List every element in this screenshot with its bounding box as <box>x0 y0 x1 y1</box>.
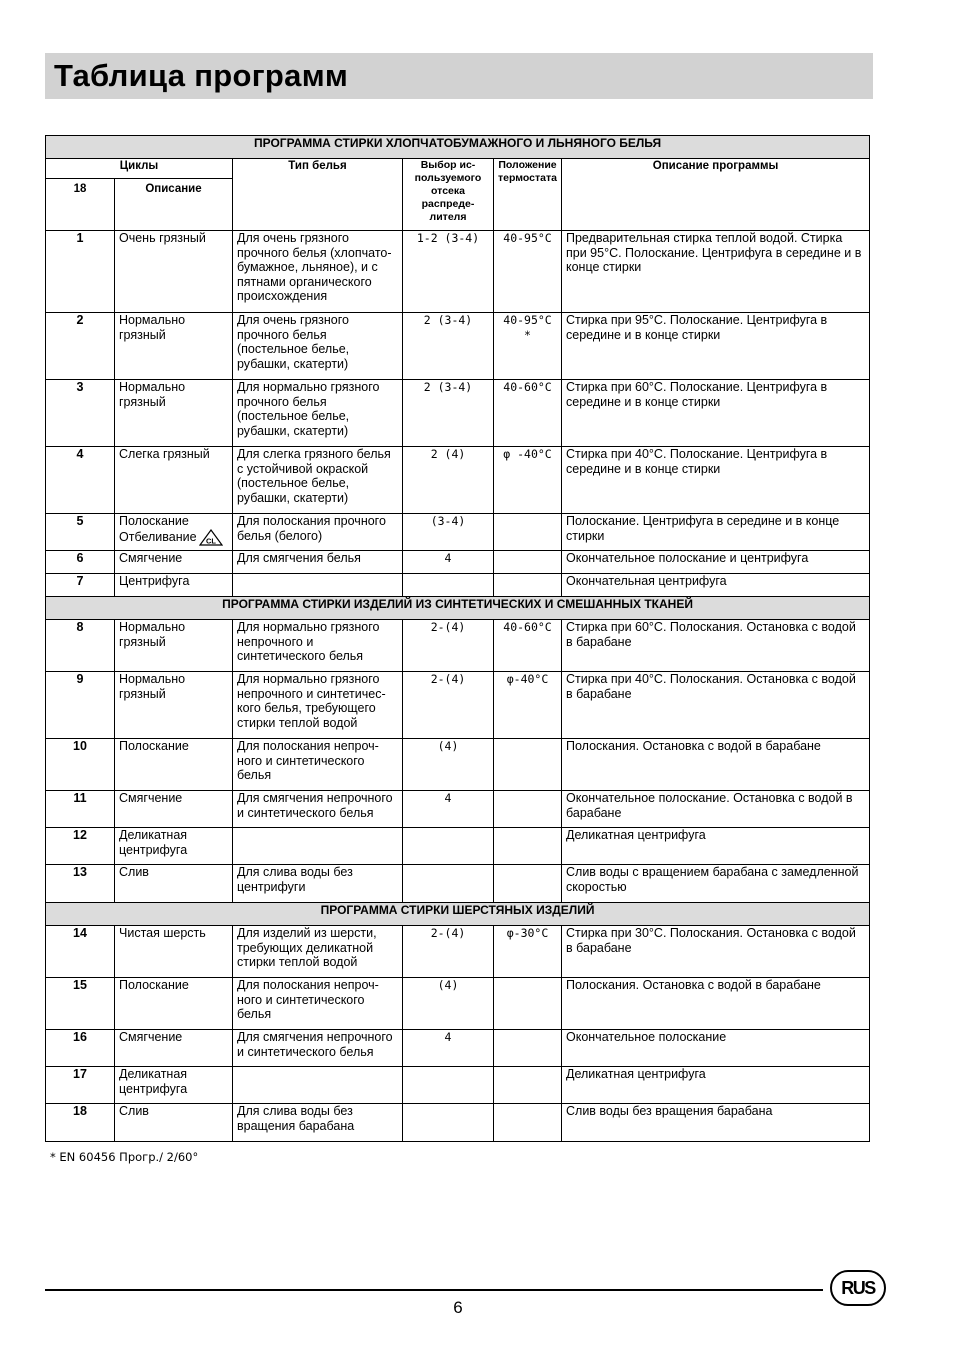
language-badge: RUS <box>830 1270 886 1306</box>
header-compartment: Выбор ис-пользуемого отсека распреде-лителя <box>403 159 494 231</box>
section-title: ПРОГРАММА СТИРКИ ИЗДЕЛИЙ ИЗ СИНТЕТИЧЕСКИХ И СМЕШАННЫХ ТКАНЕЙ <box>46 597 870 620</box>
fabric-type: Для полоскания непроч-ного и синтетического белья <box>233 739 403 791</box>
cycle-description: Нормально грязный <box>115 380 233 447</box>
compartment-value: (3-4) <box>403 514 494 551</box>
program-table <box>45 135 870 1142</box>
cycle-description: Центрифуга <box>115 574 233 597</box>
cycle-number: 10 <box>46 739 115 791</box>
table-row <box>46 865 870 903</box>
cycle-description: Смягчение <box>115 791 233 828</box>
cycle-number: 7 <box>46 574 115 597</box>
program-description: Стирка при 60°С. Полоскания. Остановка с водой в барабане <box>562 620 870 672</box>
thermostat-value: φ -40°C <box>494 447 562 514</box>
header-thermostat: Положение термостата <box>494 159 562 231</box>
section-header-synthetic <box>46 597 870 620</box>
section-body-wool <box>46 926 870 1142</box>
fabric-type <box>233 1067 403 1104</box>
program-description: Стирка при 30°С. Полоскания. Остановка с водой в барабане <box>562 926 870 978</box>
page-title-bar <box>45 53 873 99</box>
table-row <box>46 1030 870 1067</box>
cycle-description: Полоскание <box>115 739 233 791</box>
compartment-value: (4) <box>403 978 494 1030</box>
table-row <box>46 313 870 380</box>
fabric-type <box>233 828 403 865</box>
cycle-number: 4 <box>46 447 115 514</box>
compartment-value: 2-(4) <box>403 620 494 672</box>
table-row <box>46 574 870 597</box>
cycle-description: Полоскание Отбеливание CL <box>115 514 233 551</box>
cycle-description: Смягчение <box>115 1030 233 1067</box>
section-body-cotton <box>46 231 870 597</box>
fabric-type: Для слива воды без вращения барабана <box>233 1104 403 1142</box>
fabric-type: Для изделий из шерсти, требующих деликатной стирки теплой водой <box>233 926 403 978</box>
fabric-type: Для полоскания непроч-ного и синтетического белья <box>233 978 403 1030</box>
compartment-value: 2 (3-4) <box>403 380 494 447</box>
fabric-type: Для смягчения белья <box>233 551 403 574</box>
program-description: Стирка при 40°С. Полоскания. Остановка с водой в барабане <box>562 672 870 739</box>
compartment-value: (4) <box>403 739 494 791</box>
cycle-description: Нормально грязный <box>115 313 233 380</box>
compartment-value: 1-2 (3-4) <box>403 231 494 313</box>
cycle-number: 2 <box>46 313 115 380</box>
fabric-type: Для смягчения непрочного и синтетического белья <box>233 1030 403 1067</box>
fabric-type: Для слива воды без центрифуги <box>233 865 403 903</box>
thermostat-value <box>494 739 562 791</box>
thermostat-value <box>494 1067 562 1104</box>
thermostat-value <box>494 828 562 865</box>
compartment-value <box>403 865 494 903</box>
table-row <box>46 514 870 551</box>
thermostat-value: 40-95°C <box>494 231 562 313</box>
fabric-type: Для слегка грязного белья с устойчивой окраской (постельное белье, рубашки, скатерти) <box>233 447 403 514</box>
section-title: ПРОГРАММА СТИРКИ ХЛОПЧАТОБУМАЖНОГО И ЛЬНЯНОГО БЕЛЬЯ <box>46 136 870 159</box>
table-row <box>46 978 870 1030</box>
cycle-description: Слегка грязный <box>115 447 233 514</box>
fabric-type: Для смягчения непрочного и синтетического белья <box>233 791 403 828</box>
cycle-description: Слив <box>115 1104 233 1142</box>
cycle-description: Смягчение <box>115 551 233 574</box>
thermostat-value <box>494 514 562 551</box>
cycle-description: Нормально грязный <box>115 672 233 739</box>
fabric-type: Для очень грязного прочного белья (хлопчато-бумажное, льняное), и с пятнами органического происхождения <box>233 231 403 313</box>
fabric-type: Для нормально грязного непрочного и синтетичес-кого белья, требующего стирки теплой водой <box>233 672 403 739</box>
thermostat-value <box>494 1030 562 1067</box>
cycle-number: 14 <box>46 926 115 978</box>
cycle-description: Очень грязный <box>115 231 233 313</box>
cycle-description: Нормально грязный <box>115 620 233 672</box>
section-title: ПРОГРАММА СТИРКИ ШЕРСТЯНЫХ ИЗДЕЛИЙ <box>46 903 870 926</box>
fabric-type: Для нормально грязного прочного белья (постельное белье, рубашки, скатерти) <box>233 380 403 447</box>
bleach-icon-label: CL <box>205 536 216 546</box>
cycle-description: Деликатная центрифуга <box>115 1067 233 1104</box>
header-cycles: Циклы <box>46 159 233 179</box>
program-description: Полоскание. Центрифуга в середине и в конце стирки <box>562 514 870 551</box>
table-row <box>46 380 870 447</box>
bleach-triangle-icon <box>199 529 223 546</box>
program-description: Стирка при 40°С. Полоскание. Центрифуга в середине и в конце стирки <box>562 447 870 514</box>
table-row <box>46 672 870 739</box>
program-description: Предварительная стирка теплой водой. Стирка при 95°С. Полоскание. Центрифуга в середине и в конце стирки <box>562 231 870 313</box>
compartment-value: 4 <box>403 1030 494 1067</box>
program-description: Слив воды без вращения барабана <box>562 1104 870 1142</box>
compartment-value <box>403 828 494 865</box>
compartment-value <box>403 574 494 597</box>
table-row <box>46 926 870 978</box>
thermostat-value: 40-95°C * <box>494 313 562 380</box>
cycle-description: Слив <box>115 865 233 903</box>
cycle-number: 1 <box>46 231 115 313</box>
thermostat-value <box>494 978 562 1030</box>
cycle-number: 12 <box>46 828 115 865</box>
thermostat-value: φ-30°C <box>494 926 562 978</box>
program-description: Полоскания. Остановка с водой в барабане <box>562 978 870 1030</box>
cycle-number: 17 <box>46 1067 115 1104</box>
section-header-cotton <box>46 136 870 159</box>
compartment-value: 2 (3-4) <box>403 313 494 380</box>
table-row <box>46 739 870 791</box>
compartment-value: 4 <box>403 551 494 574</box>
cycle-number: 6 <box>46 551 115 574</box>
fabric-type: Для полоскания прочного белья (белого) <box>233 514 403 551</box>
footer-rule <box>45 1289 823 1291</box>
cycle-number: 16 <box>46 1030 115 1067</box>
cycle-description: Деликатная центрифуга <box>115 828 233 865</box>
thermostat-value <box>494 865 562 903</box>
table-header-row <box>46 159 870 179</box>
program-description: Слив воды с вращением барабана с замедленной скоростью <box>562 865 870 903</box>
table-row <box>46 231 870 313</box>
program-description: Полоскания. Остановка с водой в барабане <box>562 739 870 791</box>
table-row <box>46 447 870 514</box>
compartment-value: 2-(4) <box>403 672 494 739</box>
table-row <box>46 1104 870 1142</box>
compartment-value: 4 <box>403 791 494 828</box>
fabric-type: Для очень грязного прочного белья (постельное белье, рубашки, скатерти) <box>233 313 403 380</box>
program-description: Окончательное полоскание. Остановка с водой в барабане <box>562 791 870 828</box>
program-description: Стирка при 60°С. Полоскание. Центрифуга в середине и в конце стирки <box>562 380 870 447</box>
table-row <box>46 620 870 672</box>
table-row <box>46 828 870 865</box>
header-description: Описание <box>115 179 233 231</box>
table-row <box>46 551 870 574</box>
section-body-synthetic <box>46 620 870 903</box>
program-description: Окончательное полоскание <box>562 1030 870 1067</box>
thermostat-value <box>494 551 562 574</box>
thermostat-value <box>494 1104 562 1142</box>
compartment-value: 2-(4) <box>403 926 494 978</box>
fabric-type: Для нормально грязного непрочного и синтетического белья <box>233 620 403 672</box>
fabric-type <box>233 574 403 597</box>
program-description: Стирка при 95°С. Полоскание. Центрифуга в середине и в конце стирки <box>562 313 870 380</box>
cycle-number: 15 <box>46 978 115 1030</box>
program-description: Окончательное полоскание и центрифуга <box>562 551 870 574</box>
header-program-description: Описание программы <box>562 159 870 231</box>
program-description: Деликатная центрифуга <box>562 1067 870 1104</box>
thermostat-value: φ-40°C <box>494 672 562 739</box>
program-description: Деликатная центрифуга <box>562 828 870 865</box>
footnote: * EN 60456 Прогр./ 2/60° <box>50 1150 199 1164</box>
compartment-value <box>403 1067 494 1104</box>
thermostat-value: 40-60°C <box>494 620 562 672</box>
table-row <box>46 791 870 828</box>
cycle-number: 5 <box>46 514 115 551</box>
cycle-number: 9 <box>46 672 115 739</box>
page-title: Таблица программ <box>54 58 349 93</box>
table-row <box>46 1067 870 1104</box>
cycle-number: 11 <box>46 791 115 828</box>
thermostat-value <box>494 574 562 597</box>
cycle-number: 8 <box>46 620 115 672</box>
header-fabric-type: Тип белья <box>233 159 403 231</box>
cycle-number: 13 <box>46 865 115 903</box>
cycle-description: Чистая шерсть <box>115 926 233 978</box>
cycle-number: 3 <box>46 380 115 447</box>
compartment-value: 2 (4) <box>403 447 494 514</box>
cycle-description: Полоскание <box>115 978 233 1030</box>
section-header-wool <box>46 903 870 926</box>
page-number: 6 <box>453 1298 463 1317</box>
thermostat-value: 40-60°C <box>494 380 562 447</box>
cycle-number: 18 <box>46 1104 115 1142</box>
header-cycle-count: 18 <box>46 179 115 231</box>
thermostat-value <box>494 791 562 828</box>
program-description: Окончательная центрифуга <box>562 574 870 597</box>
compartment-value <box>403 1104 494 1142</box>
